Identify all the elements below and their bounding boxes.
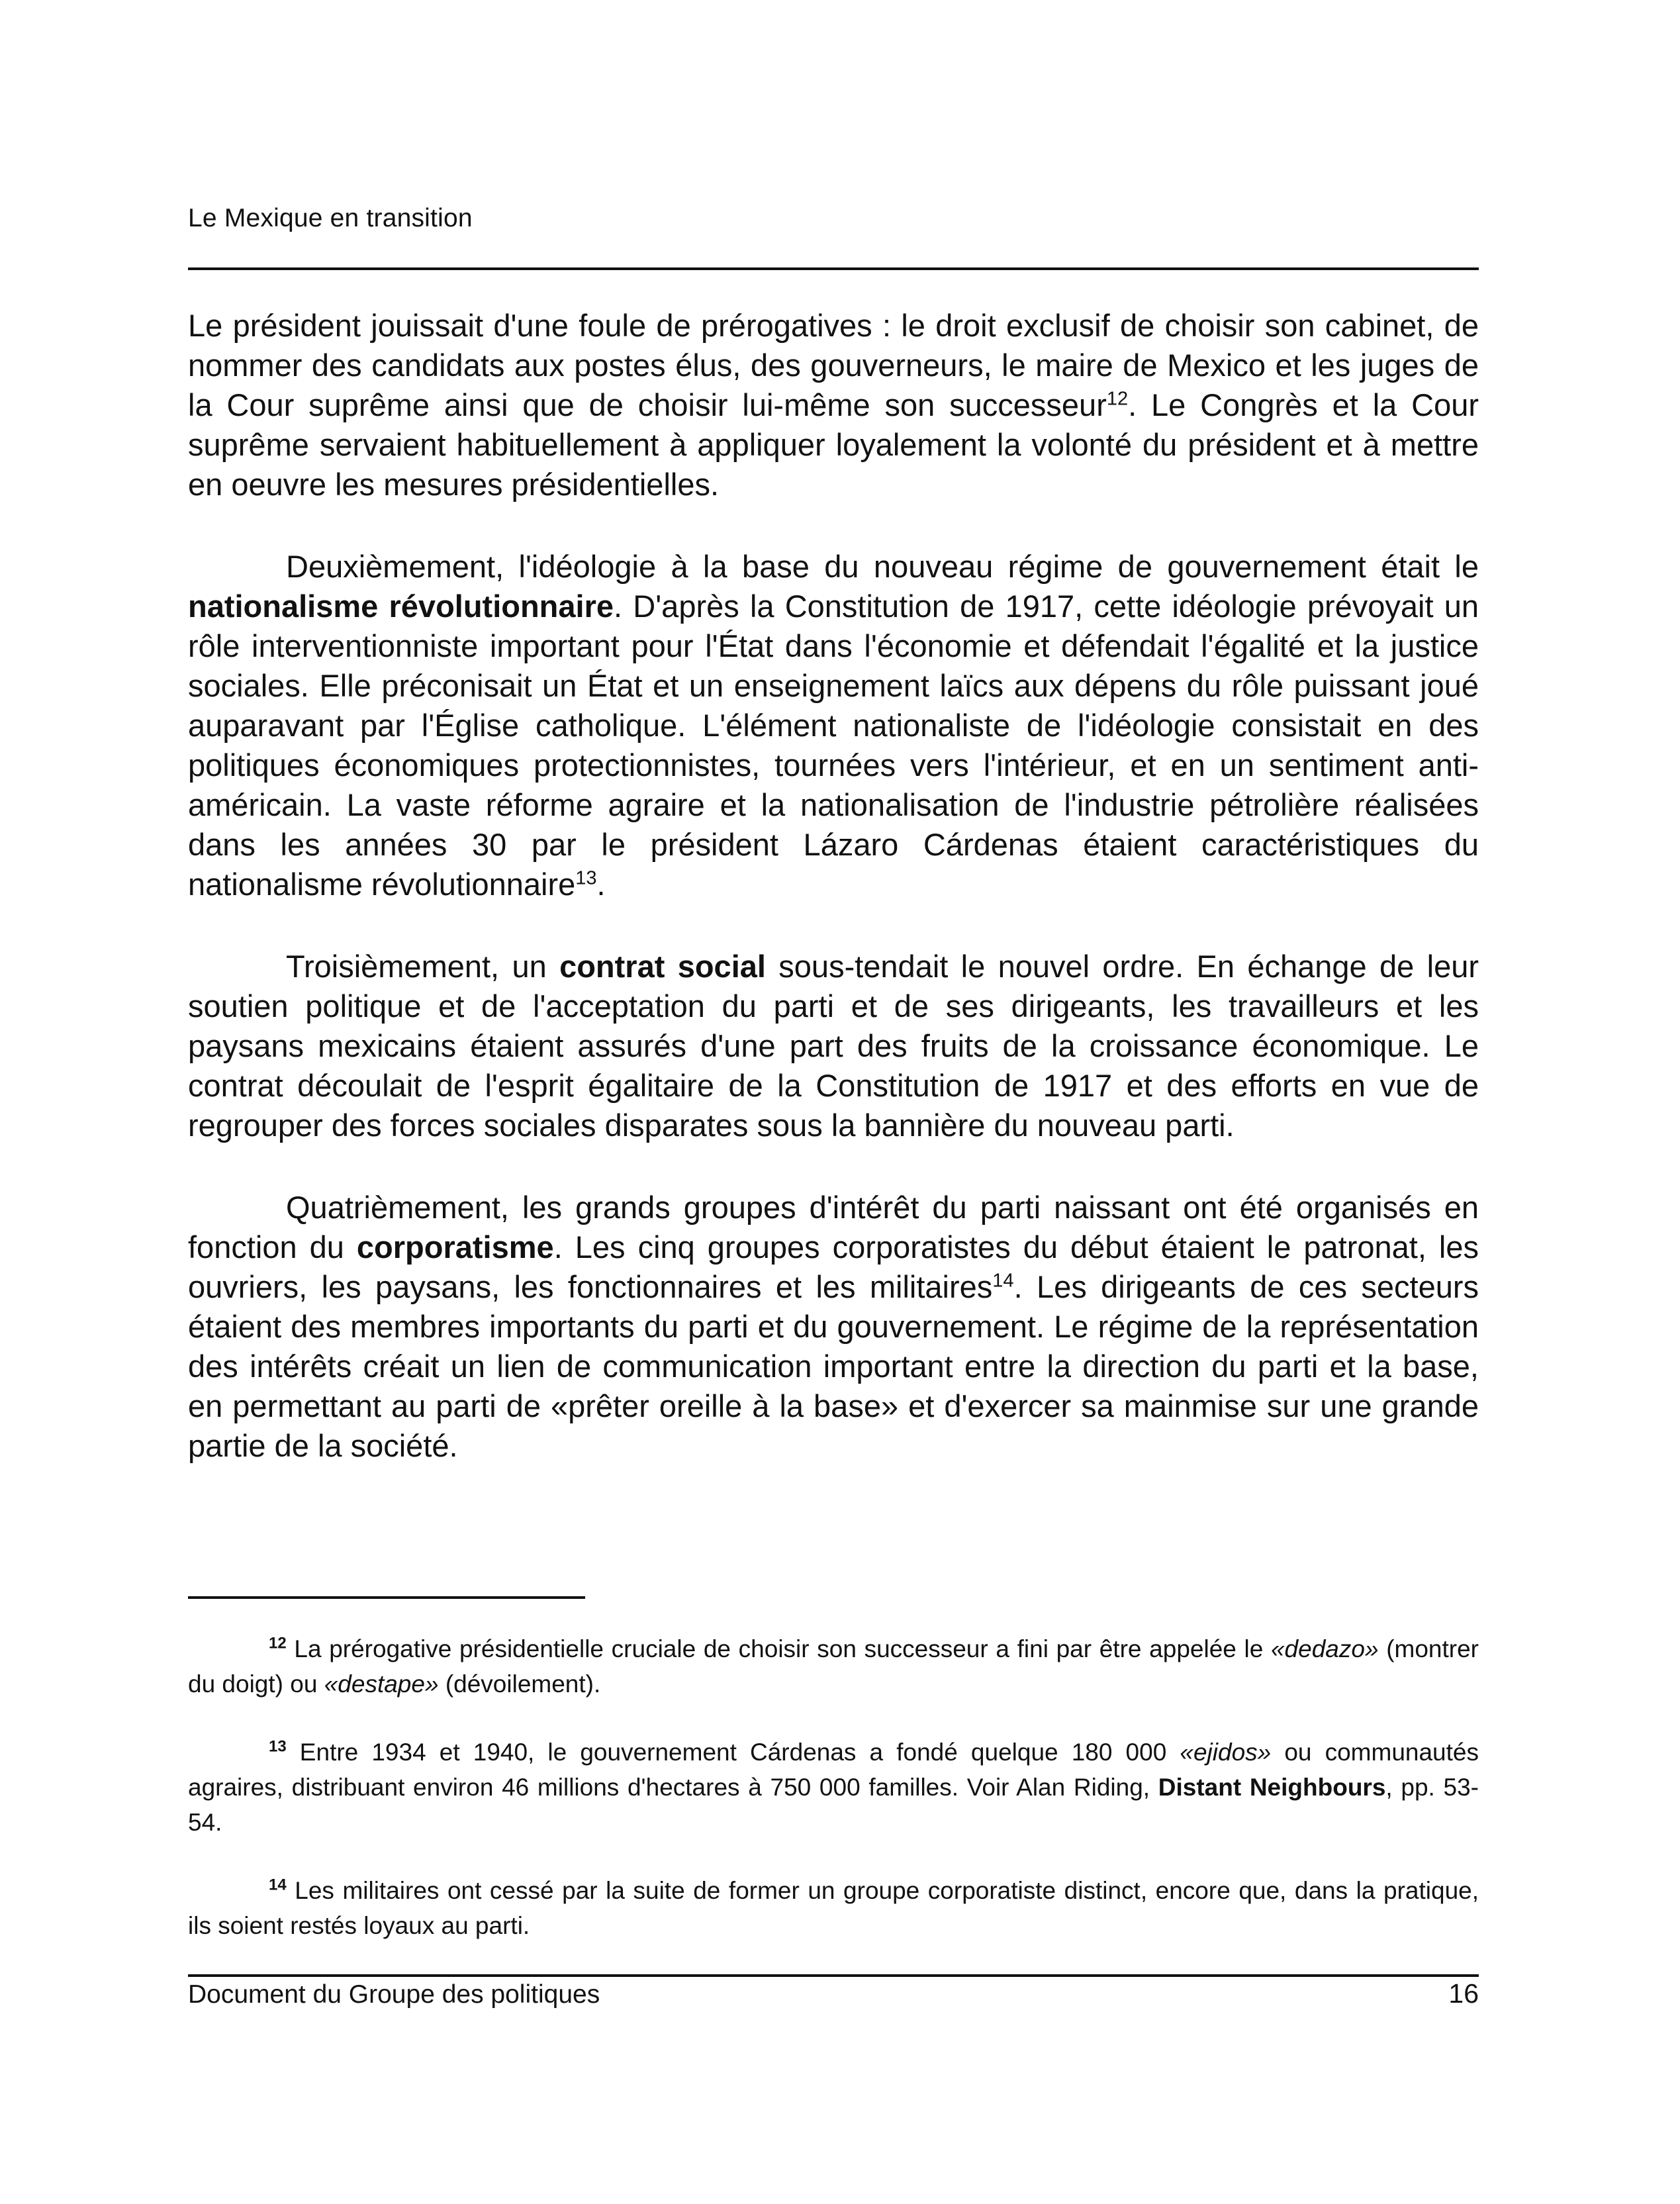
key-term-social-contract: contrat social [559,949,766,984]
paragraph-text: . Le Congrès et la Cour suprême servaient habituellement à appliquer loyalement la volonté du président et à mettre en oeuvre les mesures présidentielles. [188,387,1479,502]
footer-source: Document du Groupe des politiques [188,1980,600,2009]
footnote-text: Entre 1934 et 1940, le gouvernement Cárdenas a fondé quelque 180 000 [286,1739,1180,1766]
paragraph-text: . D'après la Constitution de 1917, cette idéologie prévoyait un rôle interventionniste important pour l'État dans l'économie et défendait l'égalité et la justice sociales. Elle préconisait un État et un enseignement laïcs aux dépens du rôle puissant joué auparavant par l'Église catholique. L'élément nationaliste de l'idéologie consistait en des politiques économiques protectionnistes, tournées vers l'intérieur, et en un sentiment anti-américain. La vaste réforme agraire et la nationalisation de l'industrie pétrolière réalisées dans les années 30 par le président Lázaro Cárdenas étaient caractéristiques du nationalisme révolutionnaire [188,589,1479,902]
footnote-number: 14 [269,1876,287,1894]
page-number: 16 [1448,1978,1479,2009]
paragraph-text: . Les cinq groupes corporatistes du début étaient le patronat, les ouvriers, les paysans, les fonctionnaires et les militaires [188,1229,1479,1304]
footnote-term: «ejidos» [1180,1739,1272,1766]
footnote-text: (montrer du doigt) ou [188,1635,1479,1698]
paragraph-social-contract [188,947,1479,1145]
paragraph-text: Quatrièmement, les grands groupes d'intérêt du parti naissant ont été organisés en fonction du [188,1190,1479,1265]
paragraph-prerogatives [188,306,1479,504]
footnote-text: La prérogative présidentielle cruciale de choisir son successeur a fini par être appelée le [286,1635,1271,1662]
footnote-text: (dévoilement). [438,1670,601,1698]
footnote-ref-12[interactable]: 12 [1106,388,1129,410]
footnote-13 [188,1735,1479,1840]
footnote-divider [188,1596,585,1599]
paragraph-text: . Les dirigeants de ces secteurs étaient des membres importants du parti et du gouvernement. Le régime de la représentation des intérêts créait un lien de communication important entre la direction du parti et la base, en permettant au parti de «prêter oreille à la base» et d'exercer sa mainmise sur une grande partie de la société. [188,1269,1479,1463]
header-divider [188,267,1479,270]
key-term-corporatism: corporatisme [356,1229,554,1265]
footnote-14 [188,1873,1479,1943]
footnote-text: , pp. 53-54. [188,1774,1479,1836]
paragraph-text: . [596,867,606,902]
body-text [188,306,1479,1508]
footnote-ref-13[interactable]: 13 [575,867,597,889]
footnote-text: Les militaires ont cessé par la suite de former un groupe corporatiste distinct, encore que, dans la pratique, ils soient restés loyaux au parti. [188,1877,1479,1939]
footnote-12 [188,1631,1479,1701]
key-term-nationalism: nationalisme révolutionnaire [188,589,614,624]
paragraph-text: Deuxièmement, l'idéologie à la base du nouveau régime de gouvernement était le [286,549,1479,584]
footnotes [188,1631,1479,1976]
footnote-number: 12 [269,1634,287,1653]
paragraph-nationalism [188,547,1479,904]
footnote-term: «dedazo» [1270,1635,1379,1662]
footnote-ref-14[interactable]: 14 [992,1270,1014,1292]
paragraph-corporatism [188,1188,1479,1466]
footnote-text: ou communautés agraires, distribuant environ 46 millions d'hectares à 750 000 familles. Voir Alan Riding, [188,1739,1479,1801]
paragraph-text: Troisièmement, un [286,949,560,984]
paragraph-text: Le président jouissait d'une foule de prérogatives : le droit exclusif de choisir son cabinet, de nommer des candidats aux postes élus, des gouverneurs, le maire de Mexico et les juges de la Cour suprême ainsi que de choisir lui-même son successeur [188,308,1479,422]
book-title: Distant Neighbours [1158,1774,1386,1801]
running-header: Le Mexique en transition [188,204,473,232]
footnote-term: «destape» [324,1670,439,1698]
footer-divider [188,1974,1479,1977]
paragraph-text: sous-tendait le nouvel ordre. En échange de leur soutien politique et de l'acceptation du parti et de ses dirigeants, les travailleurs et les paysans mexicains étaient assurés d'une part des fruits de la croissance économique. Le contrat découlait de l'esprit égalitaire de la Constitution de 1917 et des efforts en vue de regrouper des forces sociales disparates sous la bannière du nouveau parti. [188,949,1479,1143]
footnote-number: 13 [269,1737,287,1756]
